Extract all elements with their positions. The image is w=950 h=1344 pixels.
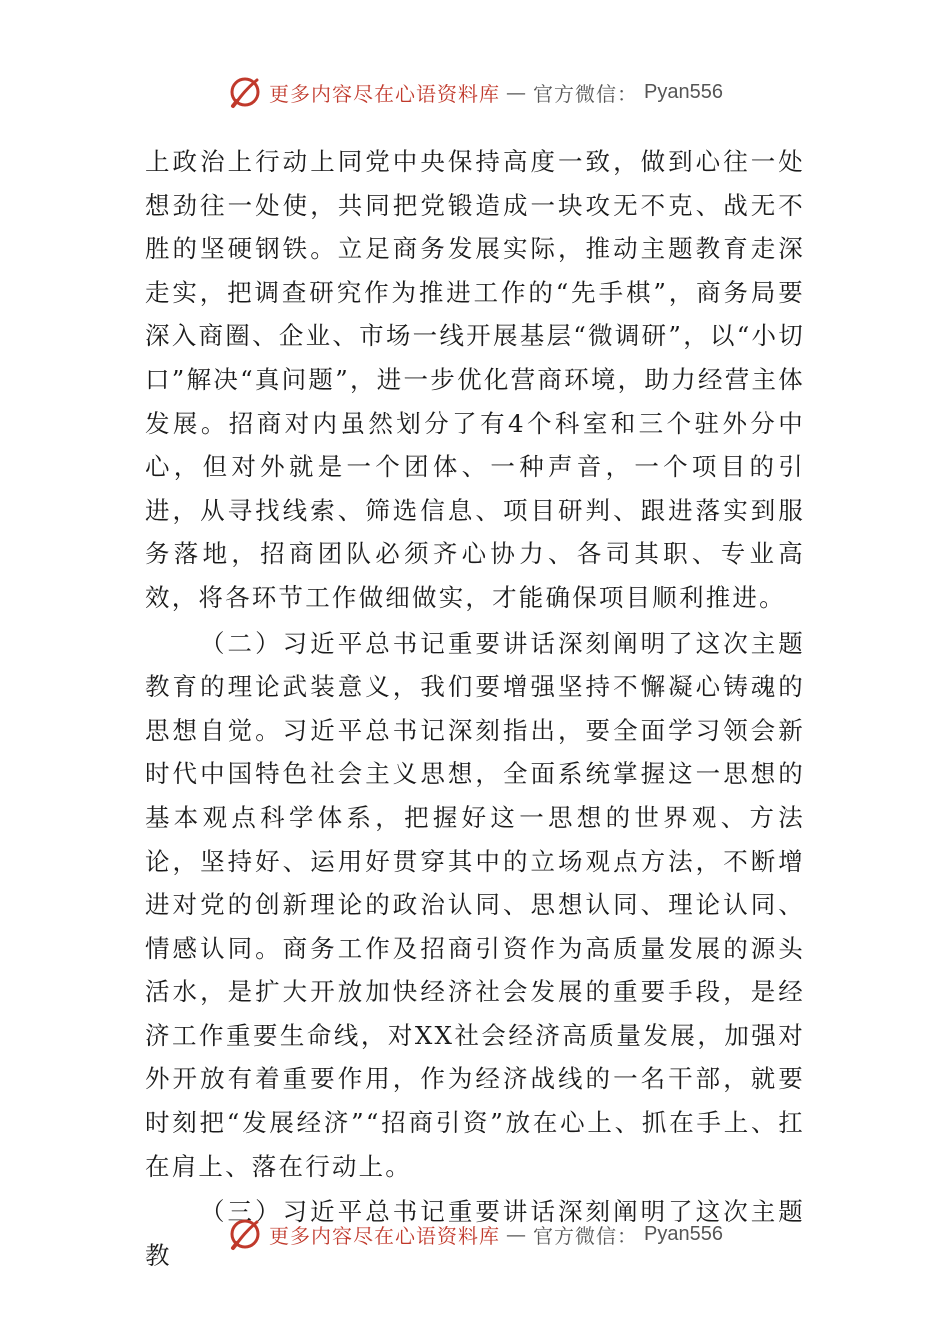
paragraph-2: （二）习近平总书记重要讲话深刻阐明了这次主题教育的理论武装意义，我们要增强坚持不懈凝心铸魂的思想自觉。习近平总书记深刻指出，要全面学习领会新时代中国特色社会主义思想，全面系统掌握这一思想的基本观点科学体系，把握好这一思想的世界观、方法论，坚持好、运用好贯穿其中的立场观点方法，不断增进对党的创新理论的政治认同、思想认同、理论认同、情感认同。商务工作及招商引资作为高质量发展的源头活水，是扩大开放加快经济社会发展的重要手段，是经济工作重要生命线，对XX社会经济高质量发展，加强对外开放有着重要作用，作为经济战线的一名干部，就要时刻把“发展经济”“招商引资”放在心上、抓在手上、扛在肩上、落在行动上。 (145, 628, 805, 1181)
brush-circle-logo-icon (227, 1216, 263, 1252)
banner-wechat-id: Pyan556 (644, 1222, 723, 1245)
banner-dash: — (506, 1222, 528, 1246)
footer-banner-inner (227, 1216, 723, 1252)
paragraph-3: （三）习近平总书记重要讲话深刻阐明了这次主题教 (145, 1197, 805, 1270)
document-body (145, 140, 805, 1277)
footer-banner (0, 1214, 950, 1254)
banner-label: 官方微信： (533, 1223, 639, 1248)
banner-main-text: 更多内容尽在心语资料库 (269, 81, 501, 106)
banner-wechat-id: Pyan556 (644, 80, 723, 103)
banner-main-text: 更多内容尽在心语资料库 (269, 1223, 501, 1248)
header-banner (0, 72, 950, 112)
banner-label: 官方微信： (533, 81, 639, 106)
brush-circle-logo-icon (227, 74, 263, 110)
paragraph-1: 上政治上行动上同党中央保持高度一致，做到心往一处想劲往一处使，共同把党锻造成一块攻无不克、战无不胜的坚硬钢铁。立足商务发展实际，推动主题教育走深走实，把调查研究作为推进工作的“先手棋”，商务局要深入商圈、企业、市场一线开展基层“微调研”，以“小切口”解决“真问题”，进一步优化营商环境，助力经营主体发展。招商对内虽然划分了有4个科室和三个驻外分中心，但对外就是一个团体、一种声音，一个项目的引进，从寻找线索、筛选信息、项目研判、跟进落实到服务落地，招商团队必须齐心协力、各司其职、专业高效，将各环节工作做细做实，才能确保项目顺利推进。 (145, 147, 805, 612)
banner-dash: — (506, 80, 528, 104)
header-banner-inner (227, 74, 723, 110)
